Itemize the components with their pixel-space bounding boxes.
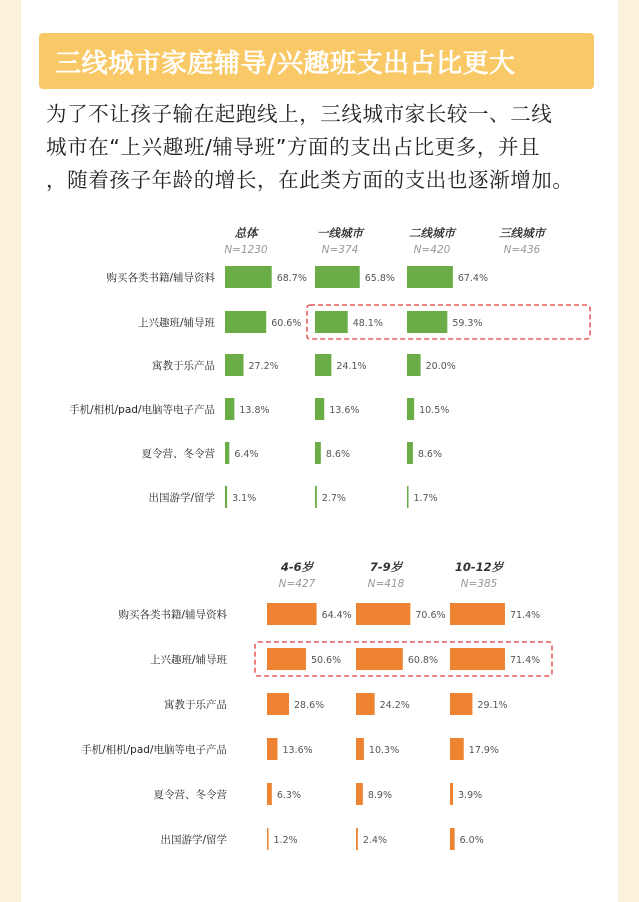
- bar: [356, 603, 410, 625]
- bar: [450, 783, 453, 805]
- chart-child-age: [81, 560, 552, 850]
- bar: [407, 486, 409, 508]
- bar: [407, 266, 453, 288]
- data-label: 10.5%: [419, 405, 450, 416]
- data-label: 6.0%: [459, 835, 484, 846]
- bar: [407, 311, 447, 333]
- bar: [356, 828, 358, 850]
- category-label: 出国游学/留学: [160, 834, 227, 846]
- data-label: 10.3%: [368, 745, 400, 756]
- data-label: 8.9%: [367, 790, 392, 801]
- bar: [225, 486, 227, 508]
- bar: [356, 693, 375, 715]
- data-label: 64.4%: [321, 610, 352, 621]
- data-label: 48.1%: [352, 318, 383, 329]
- data-label: 71.4%: [509, 655, 541, 666]
- data-label: 65.8%: [364, 273, 395, 284]
- data-label: 60.6%: [271, 318, 302, 329]
- bar: [450, 603, 505, 625]
- data-label: 24.2%: [379, 700, 410, 711]
- bar: [267, 693, 289, 715]
- bar: [315, 442, 321, 464]
- category-label: 寓教于乐产品: [164, 699, 227, 711]
- bar: [407, 442, 413, 464]
- data-label: 8.6%: [325, 449, 350, 460]
- series-sample-size: N=385: [460, 578, 498, 590]
- series-sample-size: N=1230: [224, 244, 268, 256]
- data-label: 1.2%: [273, 835, 298, 846]
- category-label: 上兴趣班/辅导班: [149, 654, 227, 666]
- series-sample-size: N=418: [367, 578, 405, 590]
- category-label: 购买各类书籍/辅导资料: [106, 272, 215, 284]
- category-label: 寓教于乐产品: [152, 360, 215, 372]
- data-label: 68.7%: [276, 273, 307, 284]
- bar: [315, 311, 348, 333]
- bar: [225, 442, 229, 464]
- series-sample-size: N=427: [278, 578, 316, 590]
- data-label: 60.8%: [407, 655, 439, 666]
- page-title: 三线城市家庭辅导/兴趣班支出占比更大: [55, 49, 516, 79]
- data-label: 6.3%: [276, 790, 301, 801]
- data-label: 50.6%: [310, 655, 342, 666]
- bar: [225, 311, 266, 333]
- data-label: 3.9%: [458, 790, 483, 801]
- bar: [225, 266, 272, 288]
- series-header: 10-12岁: [454, 560, 504, 574]
- data-label: 59.3%: [452, 318, 483, 329]
- bar: [407, 354, 421, 376]
- series-header: 7-9岁: [369, 560, 403, 574]
- intro-line: ，随着孩子年龄的增长，在此类方面的支出也逐渐增加。: [46, 168, 574, 192]
- data-label: 27.2%: [248, 361, 279, 372]
- bar: [225, 354, 243, 376]
- series-header: 一线城市: [317, 226, 363, 240]
- series-sample-size: N=436: [503, 244, 541, 256]
- bar: [267, 783, 272, 805]
- category-label: 手机/相机/pad/电脑等电子产品: [81, 744, 227, 756]
- series-header: 4-6岁: [280, 560, 314, 574]
- series-header: 二线城市: [409, 226, 455, 240]
- series-header: 三线城市: [499, 226, 545, 240]
- category-label: 夏令营、冬令营: [141, 448, 215, 460]
- series-sample-size: N=420: [413, 244, 451, 256]
- category-label: 购买各类书籍/辅导资料: [118, 609, 227, 621]
- bar: [315, 266, 360, 288]
- bar: [450, 828, 455, 850]
- intro-line: 为了不让孩子输在起跑线上，三线城市家长较一、二线: [46, 102, 553, 126]
- bar: [225, 398, 234, 420]
- highlight-frame: [307, 305, 590, 339]
- bar: [267, 648, 306, 670]
- intro-line: 城市在“上兴趣班/辅导班”方面的支出占比更多，并且: [46, 135, 541, 159]
- data-label: 3.1%: [232, 493, 257, 504]
- data-label: 13.8%: [239, 405, 270, 416]
- bar: [267, 828, 269, 850]
- category-label: 手机/相机/pad/电脑等电子产品: [69, 404, 215, 416]
- bar: [450, 693, 472, 715]
- data-label: 17.9%: [468, 745, 499, 756]
- chart-city-tier: [69, 226, 590, 508]
- bar: [407, 398, 414, 420]
- bar: [450, 648, 505, 670]
- bar: [315, 486, 317, 508]
- data-label: 67.4%: [457, 273, 489, 284]
- data-label: 20.0%: [425, 361, 456, 372]
- data-label: 1.7%: [413, 493, 438, 504]
- data-label: 6.4%: [234, 449, 259, 460]
- bar: [315, 398, 324, 420]
- bar: [315, 354, 331, 376]
- data-label: 8.6%: [417, 449, 442, 460]
- bar: [356, 738, 364, 760]
- category-label: 夏令营、冬令营: [153, 789, 227, 801]
- bar: [450, 738, 464, 760]
- category-label: 出国游学/留学: [148, 492, 215, 504]
- data-label: 24.1%: [336, 361, 367, 372]
- data-label: 71.4%: [509, 610, 541, 621]
- data-label: 2.7%: [321, 493, 346, 504]
- bar: [356, 783, 363, 805]
- series-header: 总体: [234, 226, 258, 240]
- bar: [267, 603, 317, 625]
- series-sample-size: N=374: [321, 244, 359, 256]
- bar: [267, 738, 277, 760]
- data-label: 2.4%: [362, 835, 387, 846]
- data-label: 29.1%: [477, 700, 508, 711]
- bar: [356, 648, 403, 670]
- data-label: 70.6%: [415, 610, 446, 621]
- data-label: 28.6%: [294, 700, 325, 711]
- data-label: 13.6%: [329, 405, 360, 416]
- category-label: 上兴趣班/辅导班: [137, 317, 215, 329]
- data-label: 13.6%: [282, 745, 313, 756]
